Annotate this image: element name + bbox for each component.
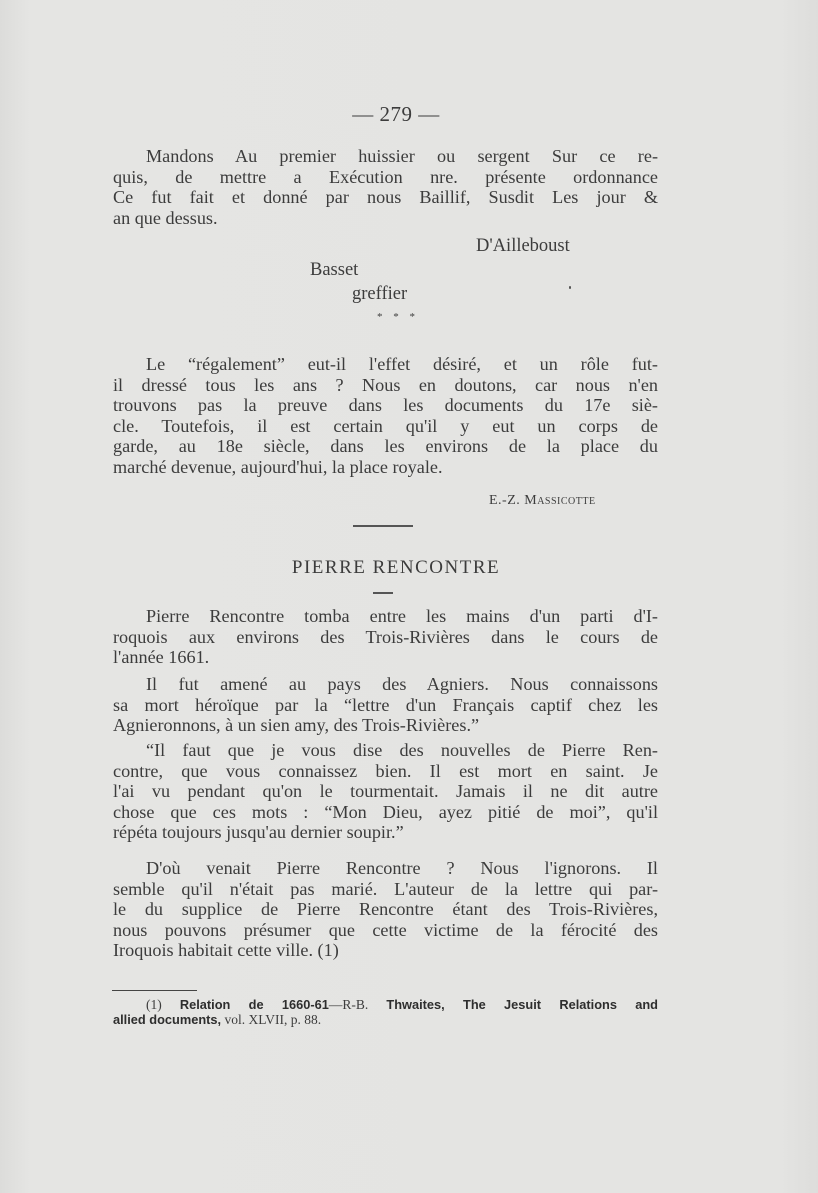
article-title: PIERRE RENCONTRE (291, 557, 501, 578)
title-underline-rule (373, 592, 393, 594)
text-line: Il fut amené au pays des Agniers. Nous connaissons (146, 674, 658, 694)
author-name: Massicotte (524, 493, 596, 508)
text-line: marché devenue, aujourd'hui, la place royale. (113, 456, 443, 477)
text-line: semble qu'il n'était pas marié. L'auteur de la lettre qui par- (113, 878, 658, 899)
text-line: Le “régalement” eut-il l'effet désiré, et un rôle fut- (146, 354, 658, 374)
text-line: contre, que vous connaissez bien. Il est mort en saint. Je (113, 760, 658, 781)
author-signature (489, 493, 596, 509)
text-line: D'où venait Pierre Rencontre ? Nous l'ignorons. Il (146, 858, 658, 878)
text-line: il dressé tous les ans ? Nous en doutons, car nous n'en (113, 374, 658, 395)
footnote-line-1 (113, 997, 658, 1012)
footnote-line-2 (113, 1012, 658, 1027)
ordinance-paragraph (113, 146, 658, 228)
text-line: an que dessus. (113, 207, 218, 228)
footnote-work-title: Thwaites, The Jesuit Relations and (386, 997, 658, 1012)
text-line: Mandons Au premier huissier ou sergent Sur ce re- (146, 146, 658, 166)
signature-basset: Basset (310, 260, 359, 280)
signature-greffier: greffier (352, 284, 408, 304)
text-line: Pierre Rencontre tomba entre les mains d'un parti d'I- (146, 606, 658, 626)
asterism-separator: * * * (377, 311, 419, 323)
footnote-editor: —R-B. (328, 997, 369, 1012)
footnote-source-title: Relation de 1660-61 (179, 997, 329, 1012)
text-line: Iroquois habitait cette ville. (1) (113, 940, 339, 961)
text-line: cle. Toutefois, il est certain qu'il y eut un corps de (113, 415, 658, 436)
signature-dailleboust: D'Ailleboust (476, 236, 570, 256)
article-paragraph-4 (113, 858, 658, 961)
text-line: quis, de mettre a Exécution nre. présente ordonnance (113, 166, 658, 187)
text-line: “Il faut que je vous dise des nouvelles de Pierre Ren- (146, 740, 658, 760)
text-line: Ce fut fait et donné par nous Baillif, Susdit Les jour & (113, 187, 658, 208)
page-number: — 279 — (352, 102, 440, 126)
footnote-rule (112, 990, 197, 991)
text-line: roquois aux environs des Trois-Rivières dans le cours de (113, 626, 658, 647)
section-divider-rule (353, 525, 413, 527)
text-line: le du supplice de Pierre Rencontre étant des Trois-Rivières, (113, 899, 658, 920)
text-line: l'ai vu pendant qu'on le tourmentait. Jamais il ne dit autre (113, 781, 658, 802)
text-line: nous pouvons présumer que cette victime de la férocité des (113, 919, 658, 940)
text-line: Agnieronnons, à un sien amy, des Trois-Rivières.” (113, 715, 480, 736)
text-line: garde, au 18e siècle, dans les environs de la place du (113, 436, 658, 457)
text-line: sa mort héroïque par la “lettre d'un Français captif chez les (113, 694, 658, 715)
reglement-paragraph (113, 354, 658, 478)
text-line: chose que ces mots : “Mon Dieu, ayez pitié de moi”, qu'il (113, 801, 658, 822)
footnote (113, 997, 658, 1027)
footnote-work-title-cont: allied documents, (113, 1012, 222, 1027)
text-line: l'année 1661. (113, 647, 210, 668)
footnote-marker: (1) (146, 997, 162, 1012)
article-paragraph-1 (113, 606, 658, 668)
ink-speck (569, 286, 571, 289)
author-initials: E.-Z. (489, 493, 521, 508)
article-paragraph-3-quote (113, 740, 658, 843)
text-line: répéta toujours jusqu'au dernier soupir.” (113, 822, 404, 843)
text-line: trouvons pas la preuve dans les documents du 17e siè- (113, 395, 658, 416)
footnote-reference: vol. XLVII, p. 88. (224, 1012, 322, 1027)
article-paragraph-2 (113, 674, 658, 736)
